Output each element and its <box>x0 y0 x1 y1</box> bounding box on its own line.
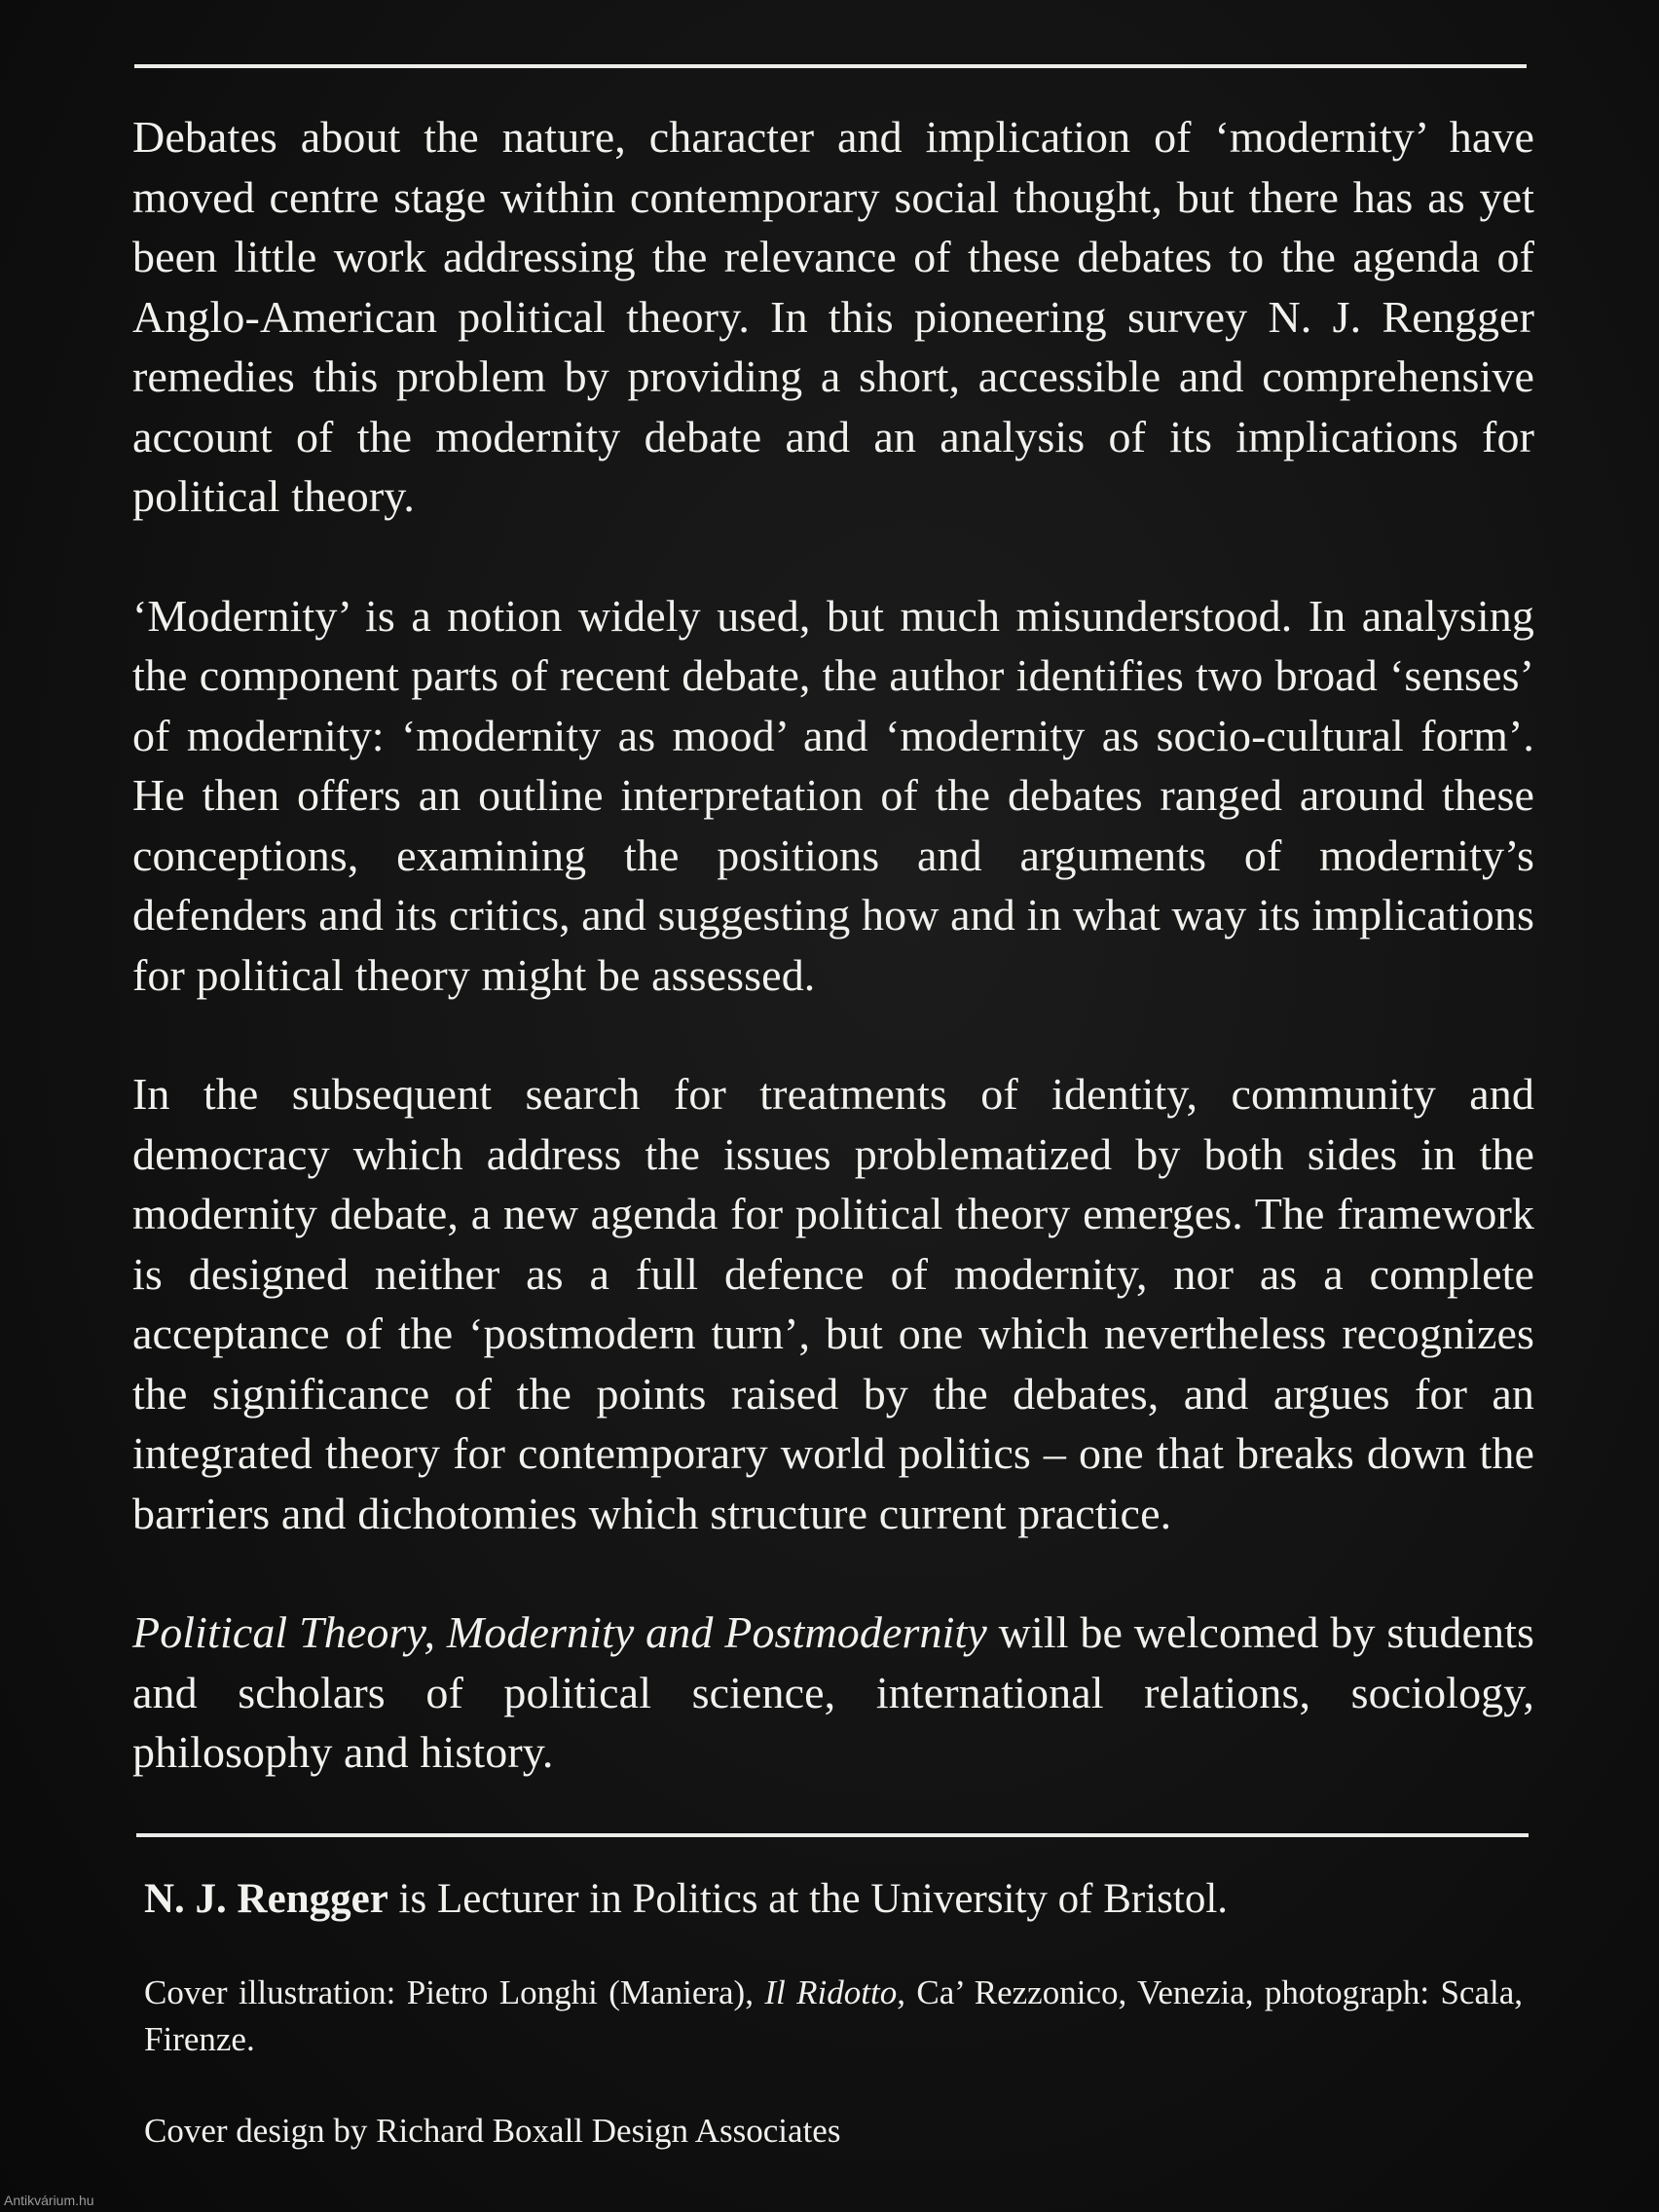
illustration-prefix: Cover illustration: Pietro Longhi (Maniera), <box>144 1972 765 2011</box>
illustration-suffix: , Ca’ Rezzonico, Venezia, photograph: Scala, Firenze. <box>144 1972 1524 2058</box>
author-name: N. J. Rengger <box>144 1875 388 1922</box>
blurb-paragraph-4-text: will be welcomed by students and scholars of political science, international relations, sociology, philosophy and history. <box>132 1607 1534 1777</box>
blurb <box>132 107 1534 1783</box>
cover-illustration-credit <box>144 1970 1523 2063</box>
blurb-paragraph-4 <box>132 1603 1534 1783</box>
author-bio <box>144 1872 1534 1927</box>
top-rule <box>134 64 1527 68</box>
bottom-rule <box>136 1833 1529 1837</box>
back-cover <box>132 64 1534 2155</box>
illustration-work: Il Ridotto <box>764 1972 898 2011</box>
watermark: Antikvárium.hu <box>4 2193 94 2208</box>
cover-design-credit: Cover design by Richard Boxall Design Associates <box>144 2111 841 2150</box>
book-title: Political Theory, Modernity and Postmodernity <box>132 1607 987 1657</box>
blurb-paragraph-2: ‘Modernity’ is a notion widely used, but much misunderstood. In analysing the component parts of recent debate, the author identifies two broad ‘senses’ of modernity: ‘modernity as mood’ and ‘modernity as socio-cultural form’. He then offers an outline interpretation of the debates ranged around these conceptions, examining the positions and arguments of modernity’s defenders and its critics, and suggesting how and in what way its implications for political theory might be assessed. <box>132 590 1534 1000</box>
blurb-paragraph-1: Debates about the nature, character and implication of ‘modernity’ have moved centre stage within contemporary social thought, but there has as yet been little work addressing the relevance of these debates to the agenda of Anglo-American political theory. In this pioneering survey N. J. Rengger remedies this problem by providing a short, accessible and comprehensive account of the modernity debate and an analysis of its implications for political theory. <box>132 112 1534 521</box>
author-bio-text: is Lecturer in Politics at the University of Bristol. <box>387 1875 1229 1922</box>
blurb-paragraph-3: In the subsequent search for treatments of identity, community and democracy which address the issues problematized by both sides in the modernity debate, a new agenda for political theory emerges. The framework is designed neither as a full defence of modernity, nor as a complete acceptance of the ‘postmodern turn’, but one which nevertheless recognizes the significance of the points raised by the debates, and argues for an integrated theory for contemporary world politics – one that breaks down the barriers and dichotomies which structure current practice. <box>132 1069 1534 1538</box>
